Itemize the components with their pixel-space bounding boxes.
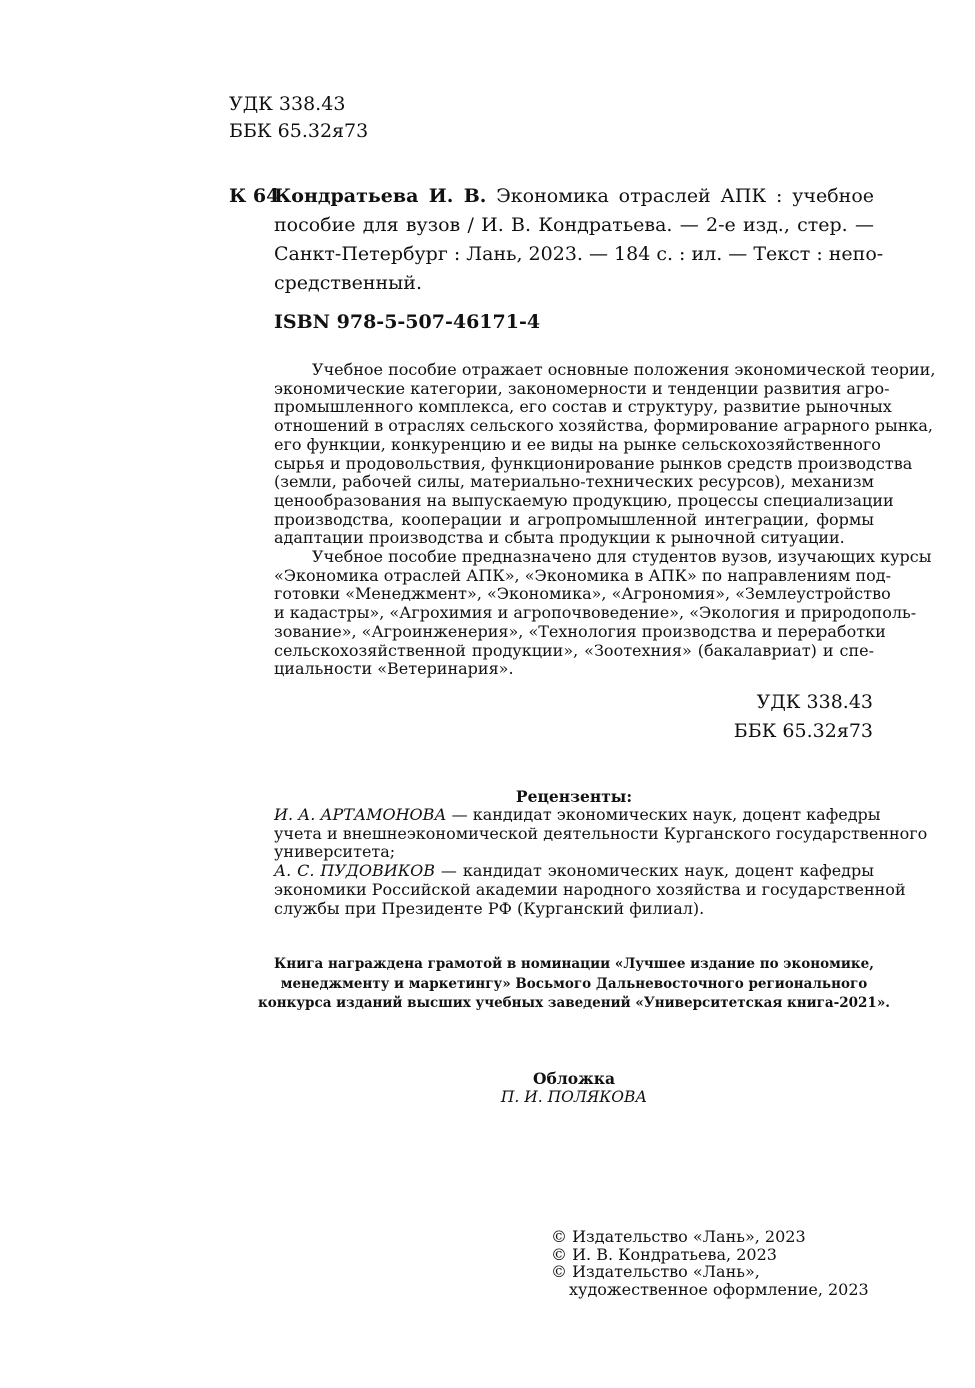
annotation-line: ценообразования на выпускаемую продукцию, процессы специализации: [274, 490, 894, 510]
award-line: менеджменту и маркетингу» Восьмого Дальневосточного регионального: [280, 975, 868, 992]
cover-designer: П. И. ПОЛЯКОВА: [500, 1088, 648, 1106]
udk-code: УДК 338.43: [229, 93, 346, 115]
classification-bottom: [734, 688, 873, 746]
reviewer-2-line-2: экономики Российской академии народного хозяйства и государственной: [274, 879, 906, 899]
classification-top: [229, 91, 368, 145]
biblio-line-1: [274, 182, 874, 211]
annotation-line: Учебное пособие предназначено для студентов вузов, изучающих курсы: [312, 547, 932, 567]
biblio-title: Экономика отраслей АПК : учебное: [496, 185, 874, 207]
annotation-line: циальности «Ветеринария».: [274, 659, 514, 679]
reviewer-2-name: А. С. ПУДОВИКОВ: [274, 861, 435, 881]
bbk-code: ББК 65.32я73: [229, 120, 369, 142]
reviewer-1-line-3: университета;: [274, 842, 396, 862]
reviewer-1-line-1: [274, 805, 881, 825]
copyright-line: © И. В. Кондратьева, 2023: [551, 1244, 777, 1264]
copyright-line: © Издательство «Лань», 2023: [551, 1227, 806, 1246]
reviewer-2-line-3: службы при Президенте РФ (Курганский филиал).: [274, 898, 705, 918]
copyright-line: © Издательство «Лань»,: [551, 1262, 760, 1281]
reviewer-2-title: — кандидат экономических наук, доцент кафедры: [434, 861, 874, 881]
annotation-line: сельскохозяйственной продукции», «Зоотехния» (бакалавриат) и спе-: [274, 640, 874, 660]
annotation-line: Учебное пособие отражает основные положения экономической теории,: [312, 360, 936, 379]
annotation-line: и кадастры», «Агрохимия и агропочвоведение», «Экология и природополь-: [274, 603, 917, 623]
annotation-line: его функции, конкуренцию и ее виды на рынке сельскохозяйственного: [274, 434, 881, 454]
reviewer-1-line-2: учета и внешнеэкономической деятельности Курганского государственного: [274, 823, 928, 843]
annotation-line: сырья и продовольствия, функционирование рынков средств производства: [274, 453, 913, 473]
annotation-line: (земли, рабочей силы, материально-технических ресурсов), механизм: [274, 472, 874, 492]
copyright: [551, 1228, 869, 1298]
award-line: Книга награждена грамотой в номинации «Лучшее издание по экономике,: [274, 956, 874, 972]
reviewer-1-title: — кандидат экономических наук, доцент кафедры: [446, 805, 881, 824]
bbk-code: ББК 65.32я73: [733, 720, 873, 742]
biblio-author: Кондратьева И. В.: [274, 185, 487, 207]
biblio-line-3: Санкт-Петербург : Лань, 2023. — 184 с. : ил. — Текст : непо-: [274, 243, 884, 265]
award-notice: [224, 955, 924, 1014]
annotation: [274, 360, 936, 679]
isbn: ISBN 978-5-507-46171-4: [274, 311, 541, 333]
reviewer-1-name: И. А. АРТАМОНОВА: [274, 805, 447, 824]
author-mark: К 64: [229, 185, 280, 207]
reviewers-title: Рецензенты:: [515, 787, 633, 806]
bibliographic-record: [274, 182, 884, 298]
udk-code: УДК 338.43: [756, 691, 873, 713]
annotation-line: экономические категории, закономерности и тенденции развития агро-: [274, 378, 890, 398]
biblio-line-2: пособие для вузов / И. В. Кондратьева. — 2-е изд., стер. —: [274, 214, 874, 236]
annotation-line: производства, кооперации и агропромышленной интеграции, формы: [274, 509, 874, 529]
annotation-line: «Экономика отраслей АПК», «Экономика в АПК» по направлениям под-: [274, 565, 892, 585]
annotation-line: отношений в отраслях сельского хозяйства, формирование аграрного рынка,: [274, 416, 933, 436]
annotation-line: адаптации производства и сбыта продукции к рыночной ситуации.: [274, 528, 845, 548]
reviewers: [274, 805, 928, 918]
annotation-line: зование», «Агроинженерия», «Технология производства и переработки: [274, 621, 886, 641]
annotation-line: готовки «Менеджмент», «Экономика», «Агрономия», «Землеустройство: [274, 584, 891, 604]
copyright-line: художественное оформление, 2023: [569, 1279, 869, 1299]
annotation-line: промышленного комплекса, его состав и структуру, развитие рыночных: [274, 397, 892, 417]
cover-credit: [424, 1069, 724, 1107]
cover-label: Обложка: [533, 1069, 615, 1088]
biblio-line-4: средственный.: [274, 272, 422, 294]
reviewer-2-line-1: [274, 862, 874, 881]
award-line: конкурса изданий высших учебных заведений «Университетская книга-2021».: [258, 995, 890, 1011]
